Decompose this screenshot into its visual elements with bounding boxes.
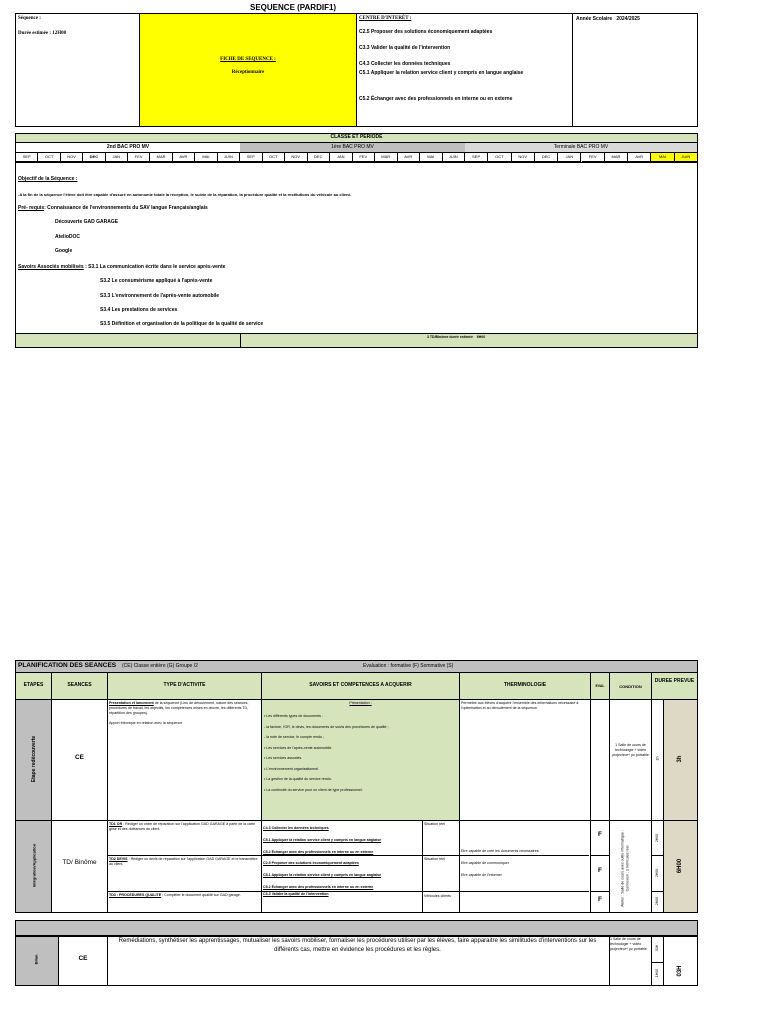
competence-c51: C5.1 Appliquer la relation service client y compris en langue anglaise bbox=[359, 70, 524, 76]
duration-td1: 2H00 bbox=[655, 833, 659, 843]
seance-ce-1: CE bbox=[74, 754, 85, 761]
comp-td3 bbox=[263, 892, 421, 897]
month-cell: JUIN bbox=[218, 153, 240, 162]
comp-td2 bbox=[263, 857, 421, 893]
duree-row2: 6H00 bbox=[677, 858, 683, 874]
condition-1-short: 1h bbox=[654, 756, 660, 761]
prereq-item-gad: Découverte GAD GARAGE bbox=[55, 219, 119, 225]
td2-label: TD2 DEVIS bbox=[109, 857, 128, 861]
terminologie-2b: Etre capable de communiquer bbox=[461, 861, 509, 865]
month-cell: MAR bbox=[150, 153, 172, 162]
type-text-1b: Apport théorique en relation avec la séquence bbox=[109, 721, 183, 725]
bilan-header-bar bbox=[15, 920, 698, 936]
col-seances: SEANCES bbox=[67, 682, 92, 688]
month-cell: AVR bbox=[173, 153, 195, 162]
level-2nd: 2nd BAC PRO MV bbox=[106, 144, 150, 150]
savoir-item: - la facture, l'OR, le devis, les documents de suivis des procédures de qualité ; bbox=[264, 724, 389, 729]
col-condition: CONDITION bbox=[619, 684, 642, 689]
level-terminale: Terminale BAC PRO MV bbox=[553, 144, 609, 150]
prerequis bbox=[18, 205, 208, 211]
savoirs-associes bbox=[18, 264, 225, 270]
savoir-item: • Les services de l'après-vente automobile. bbox=[264, 745, 333, 750]
competence-c33: C3.3 Valider la qualité de l'intervention bbox=[359, 45, 451, 51]
eval-td2: F bbox=[598, 867, 602, 874]
terminologie-1: Permettre aux élèves d'acquérir l'ensemble des informations nécessaire à l'optimisation et au déroulement de la séquence. bbox=[461, 701, 579, 710]
month-cell: JAN bbox=[330, 153, 353, 162]
col-type: TYPE D'ACTIVITE bbox=[163, 682, 206, 688]
months-row bbox=[16, 153, 698, 162]
savoirs-list-1 bbox=[264, 711, 456, 793]
level-1ere: 1ère BAC PRO MV bbox=[331, 144, 374, 150]
month-cell: NOV bbox=[285, 153, 308, 162]
prereq-item-google: Google bbox=[55, 248, 73, 254]
condition-2: Atelier : Salle de cours avec outils informatique ; Connexion ; 3 Véhicules réel bbox=[620, 830, 629, 907]
month-cell: MAR bbox=[375, 153, 398, 162]
competence-c25: C2.5 Proposer des solutions économiquement adaptées bbox=[359, 29, 493, 35]
footer-note bbox=[427, 335, 485, 340]
competence-c52: C5.2 Échanger avec des professionnels en interne ou en externe bbox=[359, 96, 513, 102]
objectif-label: Objectif de la Séquence : bbox=[18, 176, 78, 182]
col-duree: DUREE PREVUE bbox=[654, 678, 695, 684]
month-cell: DEC bbox=[83, 153, 105, 162]
etape-integration: Intégration/Application bbox=[31, 843, 37, 888]
month-cell: MAI bbox=[651, 153, 674, 162]
comp-item: C5.2 Échanger avec des professionnels en interne ou en externe bbox=[263, 850, 374, 854]
comp-item: C5.2 Échanger avec des professionnels en interne ou en externe bbox=[263, 885, 374, 889]
eval-td1: F bbox=[598, 831, 602, 838]
condition-bilan: 1 Salle de cours de technologie + vidéo projecteur+ pc portable bbox=[610, 937, 647, 951]
month-cell: MAI bbox=[420, 153, 443, 162]
savoir-s33: S3.3 L'environnement de l'après-vente automobile bbox=[100, 293, 220, 299]
type-bold-1: Présentation et lancement bbox=[109, 701, 154, 705]
td1-text: : Rédiger un ordre de réparation sur l'application GAD GARAGE à partir de la carte grise et des doléances du client. bbox=[109, 822, 256, 831]
comp-item: C2.5 Proposer des solutions économiquement adaptées bbox=[263, 861, 359, 865]
footer-note-label: 3 TD/Binôme durée estimée bbox=[427, 335, 473, 339]
eval-td3: F bbox=[598, 896, 602, 903]
terminologie-2a: Etre capable de créé les documents nécessaires. bbox=[461, 849, 540, 853]
etape-redecouverte: Etape redécouverte bbox=[31, 735, 37, 783]
savoir-item: • Les différents types de documents : bbox=[264, 714, 323, 718]
duration-td3: 2H00 bbox=[655, 896, 659, 906]
comp-item: C5.1 Appliquer la relation service client y compris en langue anglaise bbox=[263, 838, 382, 842]
month-cell: OCT bbox=[488, 153, 511, 162]
savoir-s31: : S3.1 La communication écrite dans le service après-vente bbox=[85, 264, 226, 270]
month-cell: MAR bbox=[605, 153, 628, 162]
annee-scolaire bbox=[576, 16, 640, 22]
planning-evaluation: Evaluation : formative (F) Sommative (S) bbox=[363, 663, 454, 669]
savoir-item: • L'environnement organisationnel. bbox=[264, 766, 320, 771]
comp-item: C4.3 Collecter les données techniques bbox=[263, 826, 329, 830]
savoir-item: • La continuité du service pour un client de type professionnel. bbox=[264, 787, 363, 792]
col-savoirs: SAVOIRS ET COMPETENCES A ACQUERIR bbox=[309, 682, 412, 688]
footer-note-value: 6H00 bbox=[476, 335, 486, 339]
month-cell: NOV bbox=[61, 153, 83, 162]
td2-activity bbox=[109, 857, 259, 866]
centre-interet-label: CENTRE D'INTERÊT : bbox=[359, 16, 412, 21]
month-cell: OCT bbox=[263, 153, 286, 162]
month-cell: JUIN bbox=[443, 153, 466, 162]
savoir-s35: S3.5 Définition et organisation de la politique de la qualité de service bbox=[100, 321, 264, 327]
bilan-text: Remédiations, synthétiser les apprentissages, mutualiser les savoirs mobiliser, formaliser les procédures utiliser par les élèves, faire apparaitre les similitudes d'interventions sur les différents cas, mettre en évidence les procédures et les règles. bbox=[118, 938, 597, 953]
classe-periode-title: CLASSE ET PERIODE bbox=[330, 134, 383, 140]
col-eval: EVAL bbox=[595, 684, 605, 688]
savoir-s32: S3.2 Le consumérisme appliqué à l'après-vente bbox=[100, 278, 213, 284]
seance-td-binome: TD/ Binôme bbox=[62, 859, 97, 866]
col-etapes: ETAPES bbox=[23, 682, 44, 688]
sequence-label: Séquence : bbox=[18, 16, 41, 21]
bilan-small2: 03H bbox=[655, 944, 659, 952]
month-cell: DEC bbox=[535, 153, 558, 162]
fiche-subtitle: Réceptionnaire bbox=[231, 70, 265, 75]
month-cell: AVR bbox=[398, 153, 421, 162]
month-cell: JUIN bbox=[675, 153, 698, 162]
savoir-item: - la note de service, le compte rendu ; bbox=[264, 735, 325, 739]
page-title: SEQUENCE (PARDIF1) bbox=[250, 3, 337, 12]
duree-bilan: 03H bbox=[677, 965, 683, 977]
month-cell: NOV bbox=[512, 153, 535, 162]
month-cell: SEP bbox=[465, 153, 488, 162]
month-cell: DEC bbox=[308, 153, 331, 162]
month-cell: FEV bbox=[353, 153, 376, 162]
presentation-label: Présentation : bbox=[349, 701, 372, 705]
annee-value: 2024/2025 bbox=[616, 16, 640, 22]
month-cell: OCT bbox=[38, 153, 60, 162]
type-activite-1 bbox=[109, 701, 259, 726]
duree-estimee: Durée estimée : 12H00 bbox=[18, 31, 67, 36]
planning-groupes: (CE) Classe entière (G) Groupe /2 bbox=[122, 663, 198, 669]
annee-label: Année Scolaire bbox=[576, 16, 613, 22]
month-cell: SEP bbox=[16, 153, 38, 162]
month-cell: JAN bbox=[558, 153, 581, 162]
comp-item: C5.1 Appliquer la relation service client y compris en langue anglaise bbox=[263, 873, 382, 877]
fiche-title: FICHE DE SEQUENCE : bbox=[220, 57, 276, 62]
td3-text: : Compléter le document qualité sur GAD garage. bbox=[162, 893, 241, 897]
month-cell: FEV bbox=[128, 153, 150, 162]
month-cell: JAN bbox=[106, 153, 128, 162]
objectif-text: -A la fin de la séquence l'élève doit être capable d'assuré en autonomie totale la réception, le suivie de la réparation, la procédure qualité et la restitutions du véhicule au client. bbox=[18, 192, 351, 197]
duree-row1: 3h bbox=[677, 755, 683, 763]
col-terminologie: THERMINOLOGIE bbox=[503, 682, 547, 688]
terminologie-2c: Etre capable de l'informer bbox=[461, 873, 502, 877]
situation-td2: Situation réel bbox=[424, 857, 445, 861]
td1-activity bbox=[109, 822, 259, 831]
etape-bilan: Bilan bbox=[33, 954, 39, 965]
seance-ce-bilan: CE bbox=[78, 955, 88, 962]
td3-activity bbox=[109, 893, 259, 898]
savoir-s34: S3.4 Les prestations de services bbox=[100, 307, 178, 313]
td2-text: : Rédiger un devis de réparation sur l'application GAD GARAGE et le transmettre au client. bbox=[109, 857, 258, 866]
type-text-1: de la séquence (Lieu de déroulement, nature des séances, procédures de travail, les objectifs, les compétences mises en œuvre, les différents TD, répartition des groupes). bbox=[109, 701, 249, 715]
prereq-item-ateliodoc: AtelioDOC bbox=[55, 234, 80, 240]
condition-1: 1 Salle de cours de technologie + vidéo projecteur+ pc portable bbox=[612, 743, 649, 757]
savoir-item: • La gestion de la qualité du service rendu. bbox=[264, 777, 332, 781]
prerequis-label: Pré- requis bbox=[18, 205, 45, 211]
month-cell: MAI bbox=[195, 153, 217, 162]
month-cell: AVR bbox=[628, 153, 651, 162]
comp-td1 bbox=[263, 822, 421, 858]
competence-c43: C4.3 Collecter les données techniques bbox=[359, 61, 451, 67]
td3-label: TD3 : PROCEDURES QUALITE bbox=[109, 893, 162, 897]
td1-label: TD1 OR bbox=[109, 822, 123, 826]
planning-title: PLANIFICATION DES SEANCES bbox=[18, 662, 117, 669]
savoirs-label: Savoirs Associés mobilisés bbox=[18, 264, 84, 270]
duration-td2: 2H00 bbox=[655, 868, 659, 878]
bilan-small1: 1H00 bbox=[655, 968, 659, 978]
savoir-item: • Les services associés. bbox=[264, 756, 303, 760]
month-cell: SEP bbox=[240, 153, 263, 162]
prerequis-text: : Connaissance de l'environnements du SAV langue Français/anglais bbox=[44, 205, 208, 211]
situation-td3: Véhicules clients bbox=[424, 894, 451, 898]
situation-td1: Situation réel bbox=[424, 822, 445, 826]
month-cell: FEV bbox=[582, 153, 605, 162]
comp-item: C3.3 Valider la qualité de l'intervention bbox=[263, 892, 329, 896]
